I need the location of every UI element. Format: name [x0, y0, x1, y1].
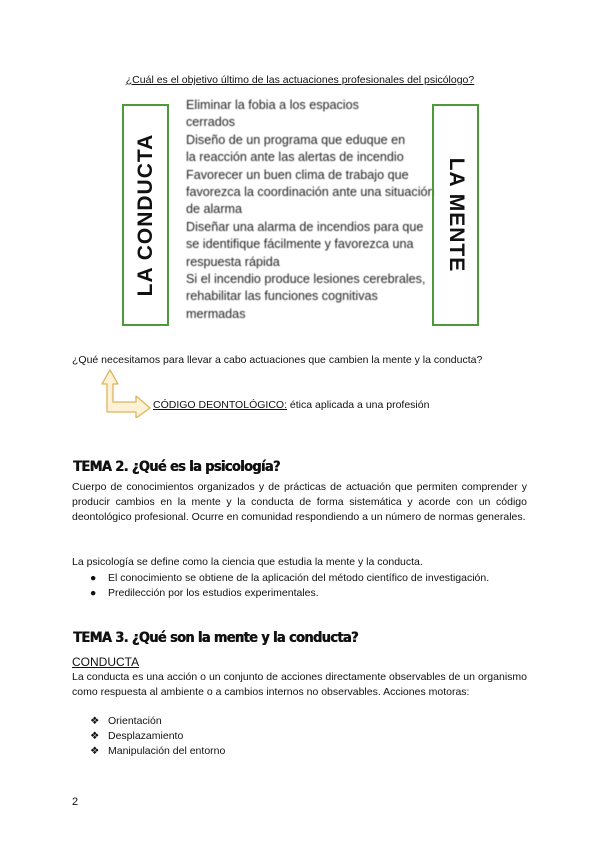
actuacion-line: favorezca la coordinación ante una situación	[186, 185, 435, 200]
actuacion-line: se identifique fácilmente y favorezca una	[186, 237, 414, 252]
bullet-text: El conocimiento se obtiene de la aplicación del método científico de investigación.	[108, 572, 490, 584]
bullet-diamond: ❖	[90, 715, 100, 727]
tema3-paragraph: La conducta es una acción o un conjunto de acciones directamente observables de un organismo como respuesta al ambiente o a cambios internos no observables. Acciones motoras:	[72, 671, 527, 698]
actuacion-line: mermadas	[186, 306, 246, 321]
tema2-bullets	[72, 571, 489, 601]
tema2-paragraph: Cuerpo de conocimientos organizados y de prácticas de actuación que permiten comprender y producir cambios en la mente y la conducta de forma sistemática y acorde con un código deontológico profesional. Ocurre en comunidad respondiendo a un número de normas generales.	[72, 481, 527, 523]
label-la-mente: LA MENTE	[444, 157, 468, 273]
bullet-text: Desplazamiento	[108, 730, 184, 742]
bullet-dot: ●	[90, 572, 97, 584]
bullet-text: Manipulación del entorno	[108, 745, 226, 757]
actuacion-line: Diseñar una alarma de incendios para que	[186, 219, 424, 234]
tema2-heading: TEMA 2. ¿Qué es la psicología?	[73, 459, 280, 475]
label-la-conducta: LA CONDUCTA	[133, 133, 157, 297]
bullet-diamond: ❖	[90, 730, 100, 742]
tema3-heading: TEMA 3. ¿Qué son la mente y la conducta?	[73, 630, 358, 646]
bullet-text: Predilección por los estudios experimentales.	[108, 587, 319, 599]
tema2-definition: La psicología se define como la ciencia que estudia la mente y la conducta.	[72, 556, 423, 568]
actuacion-line: la reacción ante las alertas de incendio	[186, 150, 404, 165]
bullet-diamond: ❖	[90, 745, 100, 757]
actuaciones-list	[186, 97, 435, 323]
tema3-bullets	[72, 714, 225, 759]
actuacion-line: Si el incendio produce lesiones cerebrales,	[186, 272, 426, 287]
question-objetivo: ¿Cuál es el objetivo último de las actuaciones profesionales del psicólogo?	[125, 74, 475, 86]
box-la-conducta	[122, 104, 169, 326]
actuacion-line: cerrados	[186, 115, 235, 130]
list-item	[72, 586, 489, 601]
bent-arrow-icon	[96, 364, 152, 418]
actuacion-line: Favorecer un buen clima de trabajo que	[186, 167, 409, 182]
tema3-subheading: CONDUCTA	[72, 655, 140, 669]
bullet-dot: ●	[90, 587, 97, 599]
list-item	[72, 729, 225, 744]
codigo-definition: ética aplicada a una profesión	[287, 399, 430, 411]
question-necesitamos: ¿Qué necesitamos para llevar a cabo actuaciones que cambien la mente y la conducta?	[72, 354, 483, 366]
codigo-term: CÓDIGO DEONTOLÓGICO:	[153, 399, 287, 411]
actuacion-line: rehabilitar las funciones cognitivas	[186, 289, 378, 304]
list-item	[72, 744, 225, 759]
codigo-deontologico	[153, 399, 429, 411]
actuacion-line: respuesta rápida	[186, 254, 280, 269]
actuacion-line: Eliminar la fobia a los espacios	[186, 98, 359, 112]
bullet-text: Orientación	[108, 715, 162, 727]
actuacion-line: de alarma	[186, 202, 243, 217]
list-item	[72, 571, 489, 586]
box-la-mente	[432, 104, 479, 326]
list-item	[72, 714, 225, 729]
page-number: 2	[72, 796, 79, 808]
actuacion-line: Diseño de un programa que eduque en	[186, 132, 406, 147]
